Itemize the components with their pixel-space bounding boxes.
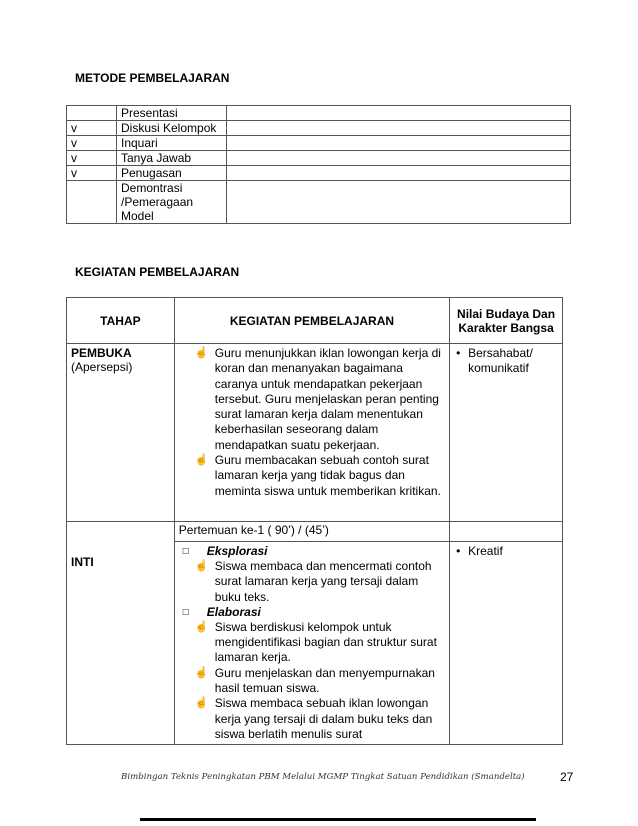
hand-pointing-icon: ☝: [194, 454, 209, 467]
metode-check: v: [67, 151, 117, 166]
elaborasi-section-title: [183, 605, 445, 620]
metode-table: [66, 105, 571, 224]
activity-item: [179, 453, 445, 499]
activity-text: Siswa membaca sebuah iklan lowongan kerja yang tersaji di dalam buku teks dan siswa berlatih menulis surat: [214, 696, 433, 741]
metode-method: Inquari: [117, 136, 227, 151]
hand-pointing-icon: ☝: [194, 560, 209, 572]
inti-nilai-list: [454, 544, 558, 559]
kegiatan-table: [66, 297, 563, 745]
kegiatan-header-row: [67, 298, 563, 344]
elaborasi-activity-list: [179, 620, 445, 742]
nilai-item: [454, 346, 558, 377]
metode-check: [67, 106, 117, 121]
pembuka-stage-cell: [67, 344, 175, 522]
eksplorasi-label: Eksplorasi: [206, 544, 268, 558]
activity-text: Guru menunjukkan iklan lowongan kerja di koran dan menanyakan bagaimana caranya untuk mendapatkan pekerjaan tersebut. Guru menjelaskan peran penting surat lamaran kerja dalam menentukan keberhasilan seseorang dalam mendapatkan suatu pekerjaan.: [214, 346, 441, 452]
dot-bullet-icon: •: [456, 544, 461, 558]
inti-stage-cell: [67, 522, 175, 745]
square-bullet-icon: □: [182, 546, 189, 557]
dot-bullet-icon: •: [456, 346, 461, 360]
metode-check: v: [67, 166, 117, 181]
metode-empty-cell: [227, 136, 571, 151]
pembuka-nilai-list: [454, 346, 558, 377]
square-bullet-icon: □: [182, 606, 189, 618]
metode-empty-cell: [227, 106, 571, 121]
kegiatan-heading: KEGIATAN PEMBELAJARAN: [75, 265, 240, 279]
activity-item: [179, 559, 445, 605]
hand-pointing-icon: ☝: [194, 347, 209, 359]
pembuka-row: [67, 344, 563, 522]
activity-item: [179, 696, 445, 742]
activity-item: [179, 620, 445, 666]
pembuka-activity-list: [179, 346, 445, 499]
footer-divider: [140, 818, 536, 821]
metode-empty-cell: [227, 181, 571, 224]
metode-method: Demontrasi /Pemeragaan Model: [117, 181, 227, 224]
inti-activity-cell: [174, 542, 449, 745]
nilai-item: [454, 544, 558, 559]
metode-empty-cell: [227, 151, 571, 166]
pertemuan-nilai-cell: [450, 522, 563, 542]
metode-row: [67, 136, 571, 151]
pertemuan-row: [67, 522, 563, 542]
activity-item: [179, 346, 445, 453]
elaborasi-label: Elaborasi: [206, 604, 261, 619]
inti-stage-title: INTI: [71, 555, 94, 569]
footer-text: Bimbingan Teknis Peningkatan PBM Melalui MGMP Tingkat Satuan Pendidikan (Smandelta): [121, 772, 525, 782]
eksplorasi-section-title: [183, 544, 445, 559]
metode-method: Tanya Jawab: [117, 151, 227, 166]
activity-text: Guru membacakan sebuah contoh surat lamaran kerja yang tidak bagus dan meminta siswa untuk memberikan kritikan.: [214, 453, 441, 498]
metode-check: [67, 181, 117, 224]
metode-row: [67, 166, 571, 181]
metode-empty-cell: [227, 121, 571, 136]
inti-nilai-cell: [450, 542, 563, 745]
activity-text: Siswa berdiskusi kelompok untuk mengidentifikasi bagian dan struktur surat lamaran kerja.: [214, 619, 437, 665]
metode-check: v: [67, 121, 117, 136]
metode-row: [67, 106, 571, 121]
metode-method: Diskusi Kelompok: [117, 121, 227, 136]
metode-row: [67, 181, 571, 224]
pembuka-stage-sub: (Apersepsi): [71, 360, 133, 374]
activity-text: Siswa membaca dan mencermati contoh surat lamaran kerja yang tersaji dalam buku teks.: [214, 559, 432, 604]
metode-row: [67, 121, 571, 136]
header-nilai: Nilai Budaya Dan Karakter Bangsa: [450, 298, 563, 344]
metode-method: Penugasan: [117, 166, 227, 181]
pembuka-stage-title: PEMBUKA: [71, 346, 132, 360]
pertemuan-cell: Pertemuan ke-1 ( 90’) / (45’): [174, 522, 449, 542]
nilai-text: Bersahabat/ komunikatif: [468, 346, 533, 376]
metode-row: [67, 151, 571, 166]
hand-pointing-icon: ☝: [194, 666, 209, 679]
eksplorasi-activity-list: [179, 559, 445, 605]
hand-pointing-icon: ☝: [194, 697, 209, 710]
metode-method: Presentasi: [117, 106, 227, 121]
nilai-text: Kreatif: [468, 544, 503, 558]
metode-empty-cell: [227, 166, 571, 181]
pembuka-nilai-cell: [450, 344, 563, 522]
header-tahap: TAHAP: [67, 298, 175, 344]
activity-item: [179, 666, 445, 697]
pembuka-activity-cell: [174, 344, 449, 522]
header-kegiatan: KEGIATAN PEMBELAJARAN: [174, 298, 449, 344]
page-number: 27: [560, 770, 574, 784]
metode-check: v: [67, 136, 117, 151]
metode-heading: METODE PEMBELAJARAN: [75, 71, 230, 85]
hand-pointing-icon: ☝: [194, 620, 209, 633]
activity-text: Guru menjelaskan dan menyempurnakan hasil temuan siswa.: [214, 665, 435, 696]
